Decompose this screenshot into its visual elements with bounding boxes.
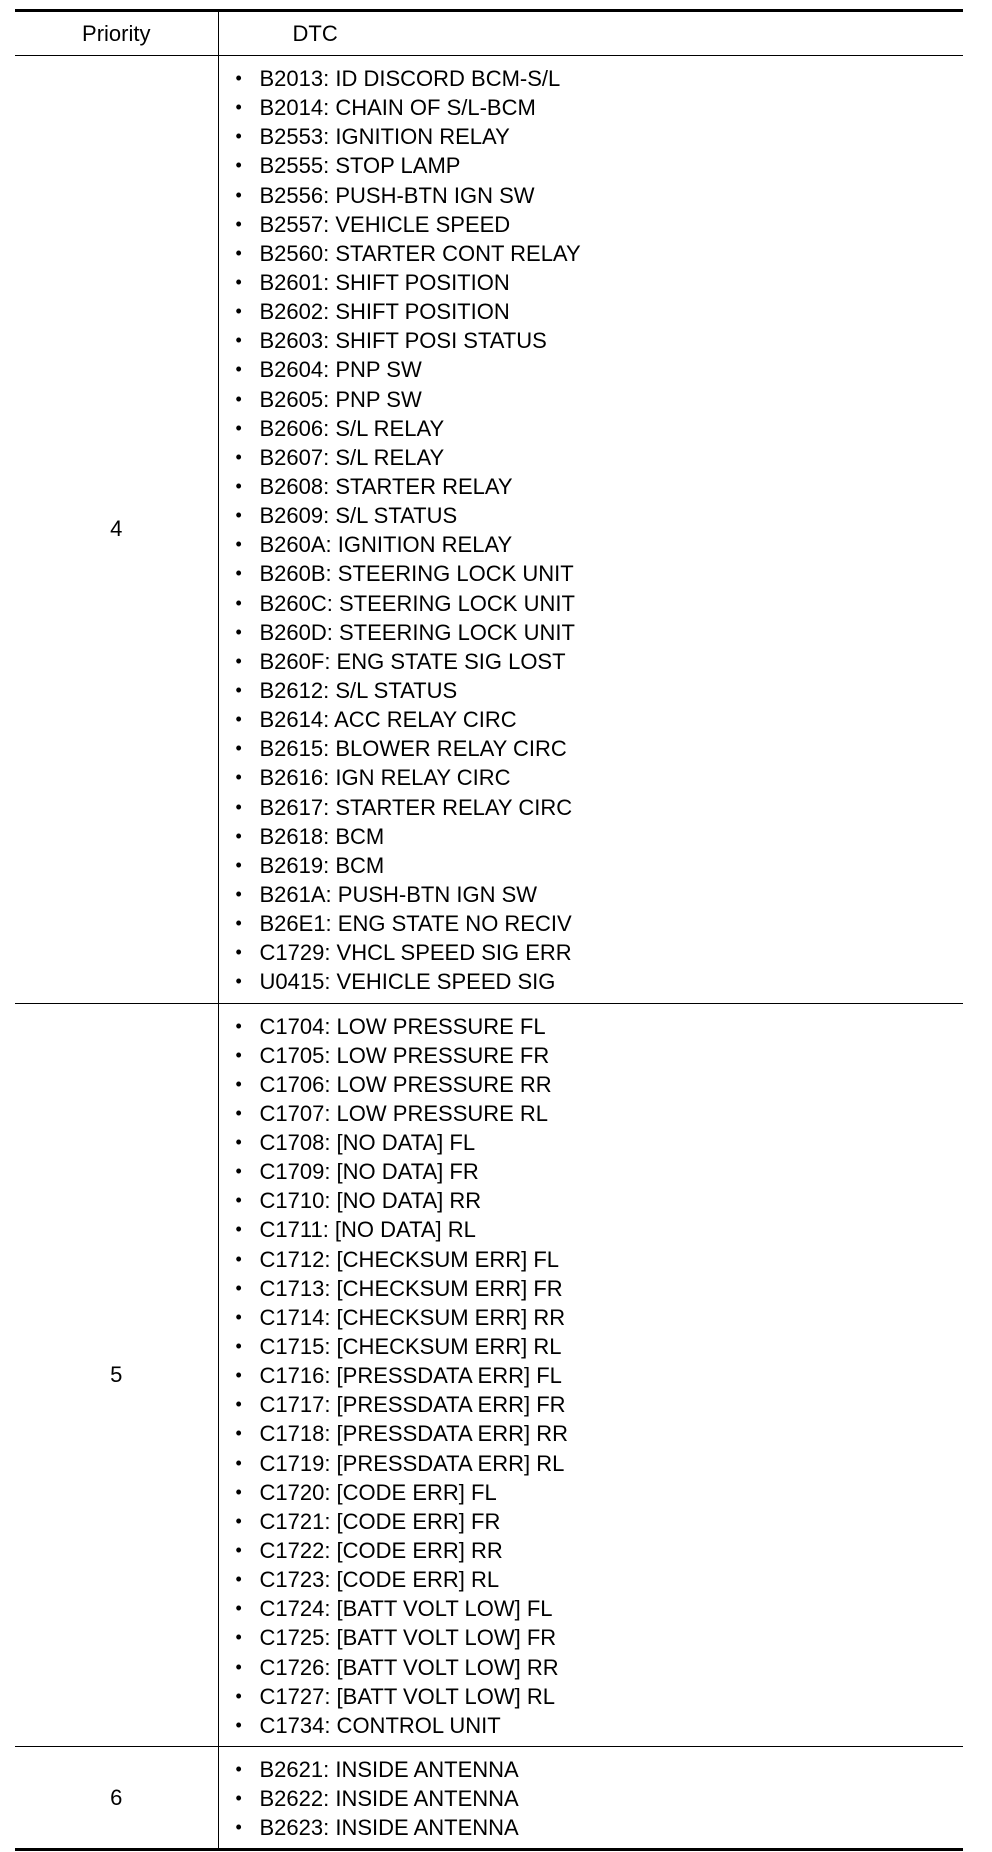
dtc-code-text: C1726: [BATT VOLT LOW] RR bbox=[259, 1654, 559, 1680]
dtc-code-text: C1721: [CODE ERR] FR bbox=[259, 1508, 501, 1534]
bullet-icon: • bbox=[235, 1817, 242, 1838]
bullet-icon: • bbox=[235, 1248, 242, 1269]
dtc-code-text: C1705: LOW PRESSURE FR bbox=[259, 1042, 550, 1068]
bullet-icon: • bbox=[235, 1365, 242, 1386]
dtc-cell bbox=[218, 1003, 963, 1747]
dtc-list-item bbox=[219, 1623, 964, 1652]
dtc-code-text: C1734: CONTROL UNIT bbox=[259, 1712, 501, 1738]
dtc-list-item bbox=[219, 530, 964, 559]
dtc-code-text: C1723: [CODE ERR] RL bbox=[259, 1567, 500, 1593]
dtc-list-item bbox=[219, 1478, 964, 1507]
dtc-list-item bbox=[219, 151, 964, 180]
dtc-list-item bbox=[219, 1390, 964, 1419]
dtc-list-item bbox=[219, 472, 964, 501]
bullet-icon: • bbox=[235, 1598, 242, 1619]
dtc-code-text: B2553: IGNITION RELAY bbox=[259, 124, 510, 150]
priority-cell: 4 bbox=[15, 56, 218, 1004]
dtc-code-text: C1722: [CODE ERR] RR bbox=[259, 1538, 503, 1564]
dtc-list-item bbox=[219, 851, 964, 880]
dtc-code-text: C1710: [NO DATA] RR bbox=[259, 1188, 482, 1214]
dtc-code-text: C1714: [CHECKSUM ERR] RR bbox=[259, 1304, 566, 1330]
dtc-code-text: B260D: STEERING LOCK UNIT bbox=[259, 619, 575, 645]
bullet-icon: • bbox=[235, 1161, 242, 1182]
bullet-icon: • bbox=[235, 1073, 242, 1094]
dtc-code-text: U0415: VEHICLE SPEED SIG bbox=[259, 969, 556, 995]
dtc-code-text: B260B: STEERING LOCK UNIT bbox=[259, 561, 574, 587]
dtc-list-item bbox=[219, 763, 964, 792]
dtc-code-text: B26E1: ENG STATE NO RECIV bbox=[259, 911, 572, 937]
bullet-icon: • bbox=[235, 534, 242, 555]
dtc-list-item bbox=[219, 1099, 964, 1128]
bullet-icon: • bbox=[235, 1759, 242, 1780]
dtc-list-item bbox=[219, 1784, 964, 1813]
dtc-code-text: B2618: BCM bbox=[259, 823, 385, 849]
dtc-code-text: C1724: [BATT VOLT LOW] FL bbox=[259, 1596, 553, 1622]
dtc-list-item bbox=[219, 239, 964, 268]
dtc-list-item bbox=[219, 1245, 964, 1274]
dtc-list-item bbox=[219, 297, 964, 326]
table-row bbox=[15, 56, 963, 1004]
dtc-code-text: B2623: INSIDE ANTENNA bbox=[259, 1815, 519, 1841]
bullet-icon: • bbox=[235, 97, 242, 118]
bullet-icon: • bbox=[235, 126, 242, 147]
bullet-icon: • bbox=[235, 679, 242, 700]
bullet-icon: • bbox=[235, 330, 242, 351]
bullet-icon: • bbox=[235, 1044, 242, 1065]
dtc-priority-table bbox=[15, 9, 963, 1851]
dtc-list-item bbox=[219, 1012, 964, 1041]
bullet-icon: • bbox=[235, 1423, 242, 1444]
dtc-code-text: C1719: [PRESSDATA ERR] RL bbox=[259, 1450, 565, 1476]
dtc-list-item bbox=[219, 355, 964, 384]
dtc-cell bbox=[218, 1747, 963, 1850]
dtc-list-item bbox=[219, 1361, 964, 1390]
bullet-icon: • bbox=[235, 738, 242, 759]
bullet-icon: • bbox=[235, 1540, 242, 1561]
dtc-code-text: B2614: ACC RELAY CIRC bbox=[259, 707, 517, 733]
dtc-code-text: B2556: PUSH-BTN IGN SW bbox=[259, 182, 535, 208]
dtc-code-text: C1708: [NO DATA] FL bbox=[259, 1130, 476, 1156]
dtc-list-item bbox=[219, 1507, 964, 1536]
dtc-list-item bbox=[219, 705, 964, 734]
bullet-icon: • bbox=[235, 971, 242, 992]
bullet-icon: • bbox=[235, 1132, 242, 1153]
bullet-icon: • bbox=[235, 301, 242, 322]
dtc-cell bbox=[218, 56, 963, 1004]
dtc-list-item bbox=[219, 1274, 964, 1303]
dtc-list-item bbox=[219, 1536, 964, 1565]
dtc-list-item bbox=[219, 501, 964, 530]
dtc-code-text: B2603: SHIFT POSI STATUS bbox=[259, 328, 547, 354]
bullet-icon: • bbox=[235, 68, 242, 88]
bullet-icon: • bbox=[235, 1569, 242, 1590]
bullet-icon: • bbox=[235, 1394, 242, 1415]
bullet-icon: • bbox=[235, 621, 242, 642]
dtc-list-item bbox=[219, 210, 964, 239]
dtc-list-item bbox=[219, 1215, 964, 1244]
bullet-icon: • bbox=[235, 796, 242, 817]
dtc-code-text: B260A: IGNITION RELAY bbox=[259, 532, 513, 558]
dtc-code-text: B2557: VEHICLE SPEED bbox=[259, 211, 511, 237]
dtc-list-item bbox=[219, 326, 964, 355]
table-header bbox=[15, 11, 963, 56]
dtc-list-item bbox=[219, 1653, 964, 1682]
bullet-icon: • bbox=[235, 1336, 242, 1357]
dtc-code-text: C1704: LOW PRESSURE FL bbox=[259, 1013, 546, 1039]
dtc-code-text: B2617: STARTER RELAY CIRC bbox=[259, 794, 573, 820]
bullet-icon: • bbox=[235, 475, 242, 496]
dtc-list-item bbox=[219, 1332, 964, 1361]
dtc-list-item bbox=[219, 1303, 964, 1332]
dtc-code-text: B2601: SHIFT POSITION bbox=[259, 269, 510, 295]
bullet-icon: • bbox=[235, 1102, 242, 1123]
dtc-code-text: B2609: S/L STATUS bbox=[259, 503, 458, 529]
bullet-icon: • bbox=[235, 1306, 242, 1327]
dtc-column-header: DTC bbox=[218, 11, 963, 56]
dtc-list-item bbox=[219, 443, 964, 472]
priority-cell: 6 bbox=[15, 1747, 218, 1850]
dtc-code-text: C1717: [PRESSDATA ERR] FR bbox=[259, 1392, 566, 1418]
bullet-icon: • bbox=[235, 359, 242, 380]
dtc-code-text: C1720: [CODE ERR] FL bbox=[259, 1479, 497, 1505]
bullet-icon: • bbox=[235, 1510, 242, 1531]
bullet-icon: • bbox=[235, 1685, 242, 1706]
dtc-code-text: C1706: LOW PRESSURE RR bbox=[259, 1071, 552, 1097]
bullet-icon: • bbox=[235, 1481, 242, 1502]
dtc-list-item bbox=[219, 1813, 964, 1842]
bullet-icon: • bbox=[235, 242, 242, 263]
dtc-code-text: B2560: STARTER CONT RELAY bbox=[259, 240, 581, 266]
dtc-list-item bbox=[219, 559, 964, 588]
bullet-icon: • bbox=[235, 592, 242, 613]
dtc-list-item bbox=[219, 414, 964, 443]
bullet-icon: • bbox=[235, 213, 242, 234]
dtc-code-text: C1725: [BATT VOLT LOW] FR bbox=[259, 1625, 557, 1651]
bullet-icon: • bbox=[235, 650, 242, 671]
bullet-icon: • bbox=[235, 417, 242, 438]
bullet-icon: • bbox=[235, 184, 242, 205]
dtc-code-text: C1712: [CHECKSUM ERR] FL bbox=[259, 1246, 560, 1272]
bullet-icon: • bbox=[235, 1714, 242, 1735]
dtc-list-item bbox=[219, 676, 964, 705]
dtc-list-item bbox=[219, 1419, 964, 1448]
dtc-code-text: C1729: VHCL SPEED SIG ERR bbox=[259, 940, 572, 966]
dtc-code-text: B2621: INSIDE ANTENNA bbox=[259, 1757, 519, 1783]
dtc-list-item bbox=[219, 909, 964, 938]
dtc-code-text: C1707: LOW PRESSURE RL bbox=[259, 1100, 549, 1126]
dtc-code-text: C1718: [PRESSDATA ERR] RR bbox=[259, 1421, 569, 1447]
dtc-list-item bbox=[219, 1682, 964, 1711]
dtc-list-item bbox=[219, 793, 964, 822]
dtc-list-item bbox=[219, 1157, 964, 1186]
bullet-icon: • bbox=[235, 1788, 242, 1809]
dtc-list-item bbox=[219, 122, 964, 151]
bullet-icon: • bbox=[235, 155, 242, 176]
dtc-code-text: C1713: [CHECKSUM ERR] FR bbox=[259, 1275, 563, 1301]
dtc-list-item bbox=[219, 967, 964, 996]
dtc-list-item bbox=[219, 1565, 964, 1594]
dtc-code-text: B2604: PNP SW bbox=[259, 357, 422, 383]
dtc-code-text: B2619: BCM bbox=[259, 852, 385, 878]
dtc-code-text: B2615: BLOWER RELAY CIRC bbox=[259, 736, 567, 762]
dtc-list-item bbox=[219, 589, 964, 618]
dtc-code-text: B2607: S/L RELAY bbox=[259, 444, 445, 470]
bullet-icon: • bbox=[235, 271, 242, 292]
bullet-icon: • bbox=[235, 825, 242, 846]
dtc-code-text: C1715: [CHECKSUM ERR] RL bbox=[259, 1334, 562, 1360]
dtc-code-text: B2612: S/L STATUS bbox=[259, 677, 458, 703]
priority-cell: 5 bbox=[15, 1003, 218, 1747]
dtc-list-item bbox=[219, 181, 964, 210]
bullet-icon: • bbox=[235, 1656, 242, 1677]
bullet-icon: • bbox=[235, 883, 242, 904]
dtc-code-text: B2605: PNP SW bbox=[259, 386, 422, 412]
dtc-code-text: B2555: STOP LAMP bbox=[259, 153, 461, 179]
table-body bbox=[15, 56, 963, 1850]
dtc-code-text: C1709: [NO DATA] FR bbox=[259, 1159, 479, 1185]
dtc-list-item bbox=[219, 1186, 964, 1215]
dtc-list-item bbox=[219, 734, 964, 763]
dtc-code-text: B2013: ID DISCORD BCM-S/L bbox=[259, 66, 561, 91]
bullet-icon: • bbox=[235, 942, 242, 963]
dtc-list bbox=[219, 64, 964, 997]
dtc-code-text: B2602: SHIFT POSITION bbox=[259, 299, 510, 325]
dtc-list-item bbox=[219, 1128, 964, 1157]
dtc-code-text: B2014: CHAIN OF S/L-BCM bbox=[259, 95, 536, 121]
dtc-code-text: B2622: INSIDE ANTENNA bbox=[259, 1786, 519, 1812]
dtc-list-item bbox=[219, 385, 964, 414]
bullet-icon: • bbox=[235, 1015, 242, 1036]
bullet-icon: • bbox=[235, 1219, 242, 1240]
dtc-list-item bbox=[219, 1041, 964, 1070]
bullet-icon: • bbox=[235, 854, 242, 875]
bullet-icon: • bbox=[235, 1627, 242, 1648]
dtc-list-item bbox=[219, 1070, 964, 1099]
bullet-icon: • bbox=[235, 1277, 242, 1298]
priority-column-header: Priority bbox=[15, 11, 218, 56]
dtc-list bbox=[219, 1012, 964, 1741]
dtc-list-item bbox=[219, 822, 964, 851]
dtc-code-text: C1711: [NO DATA] RL bbox=[259, 1217, 476, 1243]
bullet-icon: • bbox=[235, 446, 242, 467]
dtc-list-item bbox=[219, 268, 964, 297]
dtc-list-item bbox=[219, 647, 964, 676]
bullet-icon: • bbox=[235, 1452, 242, 1473]
dtc-code-text: B2606: S/L RELAY bbox=[259, 415, 445, 441]
bullet-icon: • bbox=[235, 913, 242, 934]
bullet-icon: • bbox=[235, 767, 242, 788]
dtc-list-item bbox=[219, 938, 964, 967]
dtc-code-text: B261A: PUSH-BTN IGN SW bbox=[259, 881, 538, 907]
bullet-icon: • bbox=[235, 563, 242, 584]
dtc-code-text: B260C: STEERING LOCK UNIT bbox=[259, 590, 575, 616]
dtc-list-item bbox=[219, 1711, 964, 1740]
dtc-code-text: C1716: [PRESSDATA ERR] FL bbox=[259, 1363, 562, 1389]
dtc-list bbox=[219, 1755, 964, 1842]
dtc-list-item bbox=[219, 93, 964, 122]
dtc-code-text: B2608: STARTER RELAY bbox=[259, 473, 513, 499]
bullet-icon: • bbox=[235, 505, 242, 526]
dtc-list-item bbox=[219, 880, 964, 909]
dtc-code-text: B2616: IGN RELAY CIRC bbox=[259, 765, 511, 791]
dtc-code-text: C1727: [BATT VOLT LOW] RL bbox=[259, 1683, 555, 1709]
dtc-code-text: B260F: ENG STATE SIG LOST bbox=[259, 648, 566, 674]
dtc-list-item bbox=[219, 1755, 964, 1784]
bullet-icon: • bbox=[235, 388, 242, 409]
dtc-list-item bbox=[219, 618, 964, 647]
bullet-icon: • bbox=[235, 1190, 242, 1211]
dtc-list-item bbox=[219, 1594, 964, 1623]
header-row bbox=[15, 11, 963, 56]
table-row bbox=[15, 1003, 963, 1747]
table-row bbox=[15, 1747, 963, 1850]
bullet-icon: • bbox=[235, 709, 242, 730]
dtc-list-item bbox=[219, 64, 964, 93]
dtc-list-item bbox=[219, 1449, 964, 1478]
